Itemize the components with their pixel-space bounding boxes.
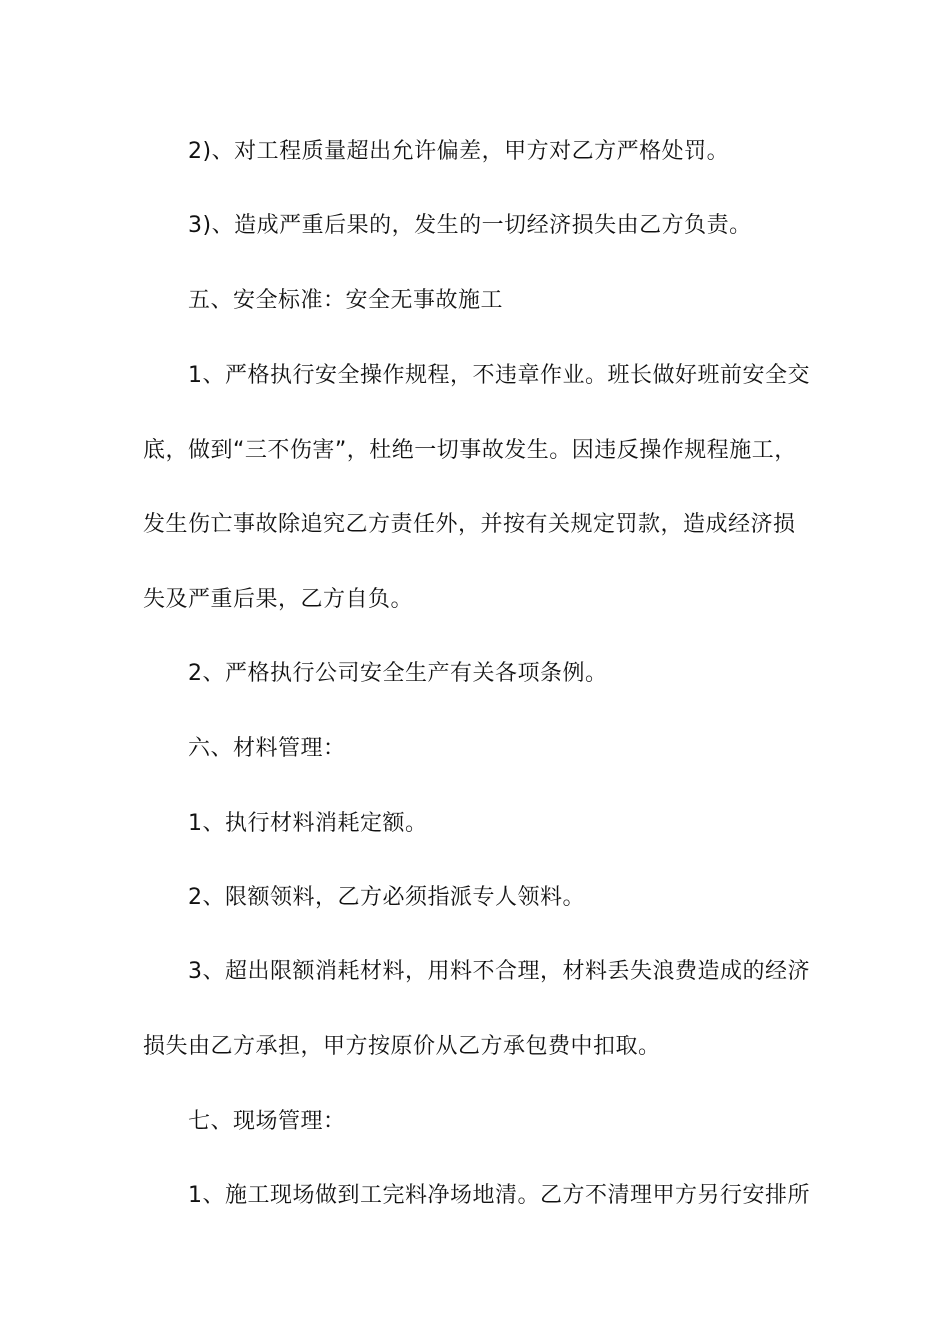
paragraph-line: 1、执行材料消耗定额。	[188, 811, 428, 836]
paragraph-line: 失及严重后果，乙方自负。	[143, 587, 414, 612]
paragraph-line: 2)、对工程质量超出允许偏差，甲方对乙方严格处罚。	[188, 139, 730, 164]
paragraph-line: 1、施工现场做到工完料净场地清。乙方不清理甲方另行安排所	[188, 1183, 810, 1208]
paragraph-line: 发生伤亡事故除追究乙方责任外，并按有关规定罚款，造成经济损	[143, 512, 796, 537]
paragraph-line: 3)、造成严重后果的，发生的一切经济损失由乙方负责。	[188, 213, 752, 238]
paragraph-line: 3、超出限额消耗材料，用料不合理，材料丢失浪费造成的经济	[188, 959, 810, 984]
paragraph-line: 2、限额领料，乙方必须指派专人领料。	[188, 885, 585, 910]
paragraph-line: 损失由乙方承担，甲方按原价从乙方承包费中扣取。	[143, 1034, 661, 1059]
paragraph-line: 2、严格执行公司安全生产有关各项条例。	[188, 661, 608, 686]
section-heading: 六、材料管理：	[188, 736, 346, 761]
paragraph-line: 1、严格执行安全操作规程，不违章作业。班长做好班前安全交	[188, 363, 810, 388]
section-heading: 五、安全标准：安全无事故施工	[188, 288, 504, 313]
section-heading: 七、现场管理：	[188, 1109, 346, 1134]
paragraph-line: 底，做到“三不伤害”，杜绝一切事故发生。因违反操作规程施工，	[143, 438, 797, 463]
